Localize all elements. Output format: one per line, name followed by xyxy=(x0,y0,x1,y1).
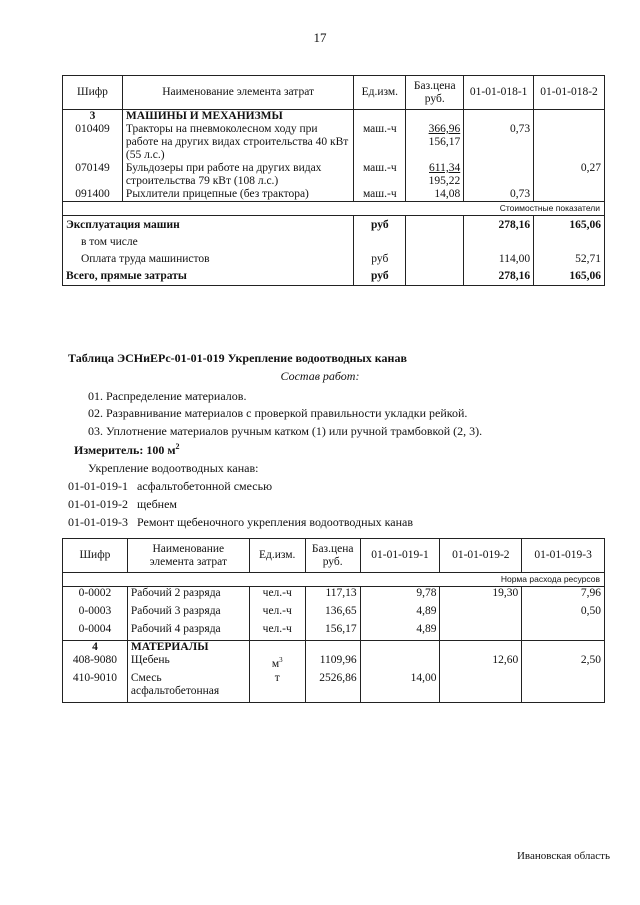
summary-col2: 165,06 xyxy=(534,216,605,236)
machines-table xyxy=(62,75,605,286)
summary-name: Всего, прямые затраты xyxy=(63,270,354,286)
table-row-unit: чел.-ч xyxy=(249,605,305,623)
header-code: Шифр xyxy=(63,539,128,573)
price-value: 611,34 xyxy=(429,162,461,174)
col2-value: 19,30 xyxy=(440,587,522,605)
header-col1: 01-01-018-1 xyxy=(464,76,534,110)
table-row-code: 0-0004 xyxy=(63,623,128,641)
table-row-name: Тракторы на пневмоколесном ходу при работе на других видах строительства 40 кВт (55 л.с.) xyxy=(122,123,353,162)
col3-value xyxy=(522,672,605,702)
summary-col1: 114,00 xyxy=(464,253,534,270)
col2-value xyxy=(534,123,605,162)
col2-value xyxy=(440,672,522,702)
col3-value xyxy=(522,623,605,641)
table-row-unit: чел.-ч xyxy=(249,587,305,605)
resources-table xyxy=(62,538,605,703)
col1-value: 0,73 xyxy=(464,123,534,162)
col2-value: 12,60 xyxy=(440,654,522,672)
header-name: Наименование элемента затрат xyxy=(127,539,249,573)
table-row-name: Щебень xyxy=(127,654,249,672)
header-price: Баз.цена руб. xyxy=(406,76,464,110)
price-value: 136,65 xyxy=(305,605,360,623)
col1-value: 4,89 xyxy=(360,605,440,623)
price-value: 366,96 xyxy=(428,123,461,135)
col1-value: 14,00 xyxy=(360,672,440,702)
variant-item: 01-01-019-2 щебнем xyxy=(68,497,178,511)
price-value: 156,17 xyxy=(305,623,360,641)
summary-name: Оплата труда машинистов xyxy=(63,253,354,270)
price-value: 1109,96 xyxy=(305,654,360,672)
summary-col2: 165,06 xyxy=(534,270,605,286)
variant-item: 01-01-019-3 Ремонт щебеночного укрепления водоотводных канав xyxy=(68,515,414,529)
summary-unit: руб xyxy=(354,216,406,236)
price-value: 14,08 xyxy=(406,188,464,202)
section-num: 4 xyxy=(63,641,128,655)
table-row-unit: маш.-ч xyxy=(354,123,406,162)
col1-value: 9,78 xyxy=(360,587,440,605)
table-row-code: 010409 xyxy=(63,123,123,162)
table-row-code: 410-9010 xyxy=(63,672,128,702)
page-number: 17 xyxy=(313,30,327,45)
col2-value xyxy=(440,623,522,641)
col3-value: 7,96 xyxy=(522,587,605,605)
header-unit: Ед.изм. xyxy=(354,76,406,110)
table-row-code: 408-9080 xyxy=(63,654,128,672)
price-value: 156,17 xyxy=(428,136,461,148)
work-item: 03. Уплотнение материалов ручным катком (1) или ручной трамбовкой (2, 3). xyxy=(88,424,483,438)
table-row-code: 0-0002 xyxy=(63,587,128,605)
section-title: МАШИНЫ И МЕХАНИЗМЫ xyxy=(122,110,353,124)
composition-title: Состав работ: xyxy=(280,369,360,383)
footer-region: Ивановская область xyxy=(516,850,610,862)
table-row-unit: $м^3$ xyxy=(249,654,305,672)
summary-unit: руб xyxy=(354,270,406,286)
price-value: 117,13 xyxy=(305,587,360,605)
header-name: Наименование элемента затрат xyxy=(122,76,353,110)
summary-col1: 278,16 xyxy=(464,216,534,236)
header-col1: 01-01-019-1 xyxy=(360,539,440,573)
table-row-name: Бульдозеры при работе на других видах строительства 79 кВт (108 л.с.) xyxy=(122,162,353,188)
col3-value: 0,50 xyxy=(522,605,605,623)
price-value: 2526,86 xyxy=(305,672,360,702)
col2-value xyxy=(534,188,605,202)
header-unit: Ед.изм. xyxy=(249,539,305,573)
col1-value xyxy=(360,654,440,672)
table-row-code: 070149 xyxy=(63,162,123,188)
table-row-name: Рыхлители прицепные (без трактора) xyxy=(122,188,353,202)
work-item: 02. Разравнивание материалов с проверкой правильности укладки рейкой. xyxy=(88,406,468,420)
summary-name: в том числе xyxy=(63,236,354,253)
table-row-unit: т xyxy=(249,672,305,702)
meter-label: Измеритель: 100 $м^2$ xyxy=(74,442,180,457)
table-row-name: Рабочий 4 разряда xyxy=(127,623,249,641)
price-value: 195,22 xyxy=(428,175,461,187)
col2-value xyxy=(440,605,522,623)
table-row-code: 091400 xyxy=(63,188,123,202)
summary-col2: 52,71 xyxy=(534,253,605,270)
table-row-name: Смесь асфальтобетонная xyxy=(127,672,249,702)
cost-indicators-label: Стоимостные показатели xyxy=(63,202,605,216)
col1-value: 4,89 xyxy=(360,623,440,641)
variant-item: 01-01-019-1 асфальтобетонной смесью xyxy=(68,479,273,493)
table-row-name: Рабочий 3 разряда xyxy=(127,605,249,623)
strengthen-label: Укрепление водоотводных канав: xyxy=(88,461,259,475)
col2-value: 0,27 xyxy=(534,162,605,188)
summary-unit: руб xyxy=(354,253,406,270)
table-title: Таблица ЭСНиЕРс-01-01-019 Укрепление водоотводных канав xyxy=(68,351,407,365)
header-price: Баз.цена руб. xyxy=(305,539,360,573)
header-col2: 01-01-019-2 xyxy=(440,539,522,573)
section-title: МАТЕРИАЛЫ xyxy=(127,641,249,655)
section-num: 3 xyxy=(63,110,123,124)
work-item: 01. Распределение материалов. xyxy=(88,389,247,403)
summary-col1: 278,16 xyxy=(464,270,534,286)
table-row-unit: маш.-ч xyxy=(354,162,406,188)
col1-value: 0,73 xyxy=(464,188,534,202)
col3-value: 2,50 xyxy=(522,654,605,672)
summary-name: Эксплуатация машин xyxy=(63,216,354,236)
table-row-unit: маш.-ч xyxy=(354,188,406,202)
header-code: Шифр xyxy=(63,76,123,110)
norm-label: Норма расхода ресурсов xyxy=(63,573,605,587)
table-row-unit: чел.-ч xyxy=(249,623,305,641)
table-row-code: 0-0003 xyxy=(63,605,128,623)
header-col2: 01-01-018-2 xyxy=(534,76,605,110)
header-col3: 01-01-019-3 xyxy=(522,539,605,573)
table-row-name: Рабочий 2 разряда xyxy=(127,587,249,605)
col1-value xyxy=(464,162,534,188)
